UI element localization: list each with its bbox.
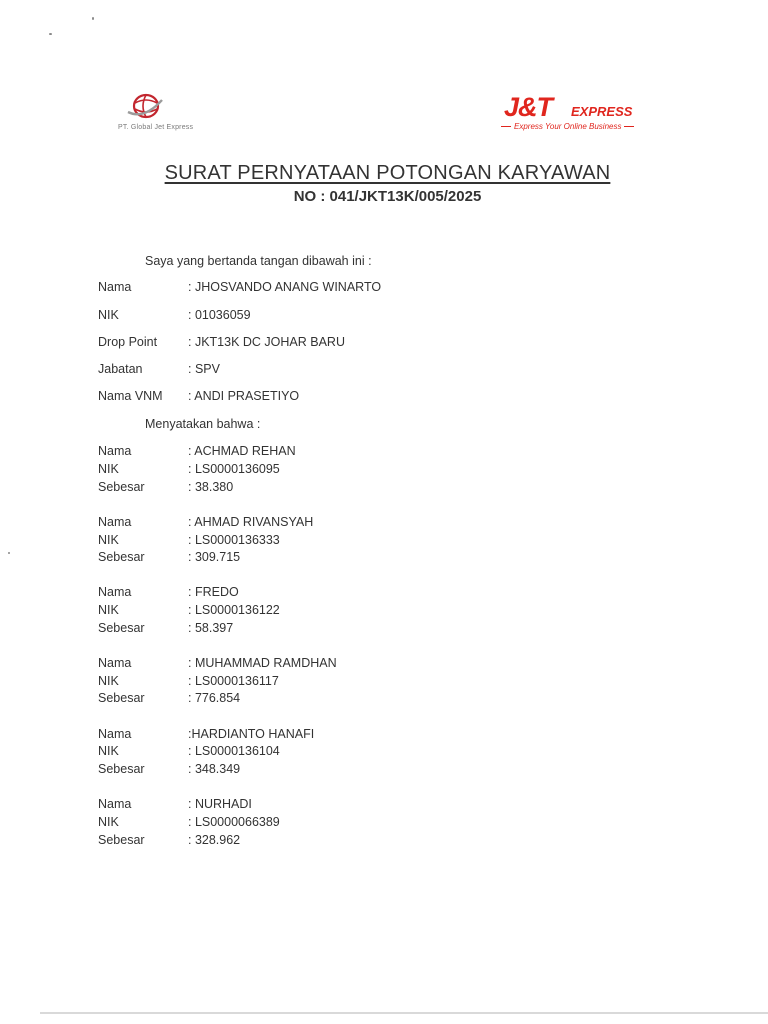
field-label: Sebesar: [98, 691, 145, 705]
employee-nama-row: [98, 515, 598, 531]
employee-sebesar-row: [98, 550, 598, 566]
field-value: : LS0000136104: [188, 744, 280, 758]
field-label: Nama VNM: [98, 389, 163, 403]
employee-sebesar-row: [98, 762, 598, 778]
field-label: Nama: [98, 515, 132, 529]
field-value: : MUHAMMAD RAMDHAN: [188, 656, 337, 670]
field-label: NIK: [98, 603, 119, 617]
field-label: Nama: [98, 585, 132, 599]
declarant-row-nik: [98, 308, 598, 324]
employee-nama-row: [98, 444, 598, 460]
field-label: Drop Point: [98, 335, 158, 349]
employee-nama-row: [98, 797, 598, 813]
field-value: : LS0000136333: [188, 533, 280, 547]
field-value: : ANDI PRASETIYO: [188, 389, 300, 403]
employee-nik-row: [98, 674, 598, 690]
employee-nama-row: [98, 585, 598, 601]
field-value: : 348.349: [188, 762, 241, 776]
field-value: : AHMAD RIVANSYAH: [188, 515, 314, 529]
declaration-text: Menyatakan bahwa :: [145, 417, 261, 431]
field-value: : 58.397: [188, 621, 234, 635]
field-value: : 01036059: [188, 308, 251, 322]
field-value: : JKT13K DC JOHAR BARU: [188, 335, 345, 349]
field-label: Nama: [98, 280, 132, 294]
field-label: Nama: [98, 444, 132, 458]
globe-icon: [126, 90, 164, 122]
field-label: Sebesar: [98, 762, 145, 776]
field-value: : FREDO: [188, 585, 239, 599]
declarant-row-nama: [98, 280, 598, 296]
jt-express-logo: [498, 92, 648, 136]
page-title: SURAT PERNYATAAN POTONGAN KARYAWAN: [164, 162, 611, 184]
field-label: NIK: [98, 674, 119, 688]
field-value: : 328.962: [188, 833, 241, 847]
jt-express-word: EXPRESS: [571, 104, 633, 119]
declarant-row-drop-point: [98, 335, 598, 351]
scan-speck: [92, 17, 94, 20]
field-value: :HARDIANTO HANAFI: [188, 727, 315, 741]
field-value: : LS0000136095: [188, 462, 280, 476]
field-value: : SPV: [188, 362, 220, 376]
global-jet-logo: [118, 88, 238, 138]
scan-speck: [49, 33, 52, 35]
field-label: Sebesar: [98, 621, 145, 635]
jt-tagline: Express Your Online Business: [498, 122, 637, 131]
field-value: : ACHMAD REHAN: [188, 444, 296, 458]
jt-brand: J&T: [504, 92, 553, 122]
field-value: : JHOSVANDO ANANG WINARTO: [188, 280, 382, 294]
employee-nik-row: [98, 815, 598, 831]
field-value: : NURHADI: [188, 797, 252, 811]
field-value: : 309.715: [188, 550, 241, 564]
employee-nik-row: [98, 603, 598, 619]
field-value: : LS0000136122: [188, 603, 280, 617]
field-label: Sebesar: [98, 833, 145, 847]
employee-sebesar-row: [98, 480, 598, 496]
employee-nama-row: [98, 727, 598, 743]
field-value: : 38.380: [188, 480, 234, 494]
field-label: NIK: [98, 462, 119, 476]
scan-speck: [8, 552, 10, 554]
intro-text: Saya yang bertanda tangan dibawah ini :: [145, 254, 372, 268]
field-label: Jabatan: [98, 362, 143, 376]
field-label: Nama: [98, 797, 132, 811]
field-label: Nama: [98, 656, 132, 670]
employee-nik-row: [98, 533, 598, 549]
employee-nama-row: [98, 656, 598, 672]
field-label: NIK: [98, 308, 119, 322]
field-label: Nama: [98, 727, 132, 741]
employee-nik-row: [98, 744, 598, 760]
field-label: NIK: [98, 533, 119, 547]
field-label: NIK: [98, 815, 119, 829]
field-label: Sebesar: [98, 550, 145, 564]
field-value: : 776.854: [188, 691, 241, 705]
document-number: NO : 041/JKT13K/005/2025: [293, 188, 482, 205]
employee-sebesar-row: [98, 833, 598, 849]
field-label: Sebesar: [98, 480, 145, 494]
field-value: : LS0000066389: [188, 815, 280, 829]
logo-left-text: PT. Global Jet Express: [118, 124, 194, 131]
employee-sebesar-row: [98, 621, 598, 637]
employee-nik-row: [98, 462, 598, 478]
field-label: NIK: [98, 744, 119, 758]
field-value: : LS0000136117: [188, 674, 279, 688]
declarant-row-nama-vnm: [98, 389, 598, 405]
declarant-row-jabatan: [98, 362, 598, 378]
employee-sebesar-row: [98, 691, 598, 707]
scan-edge-line: [40, 1012, 768, 1014]
